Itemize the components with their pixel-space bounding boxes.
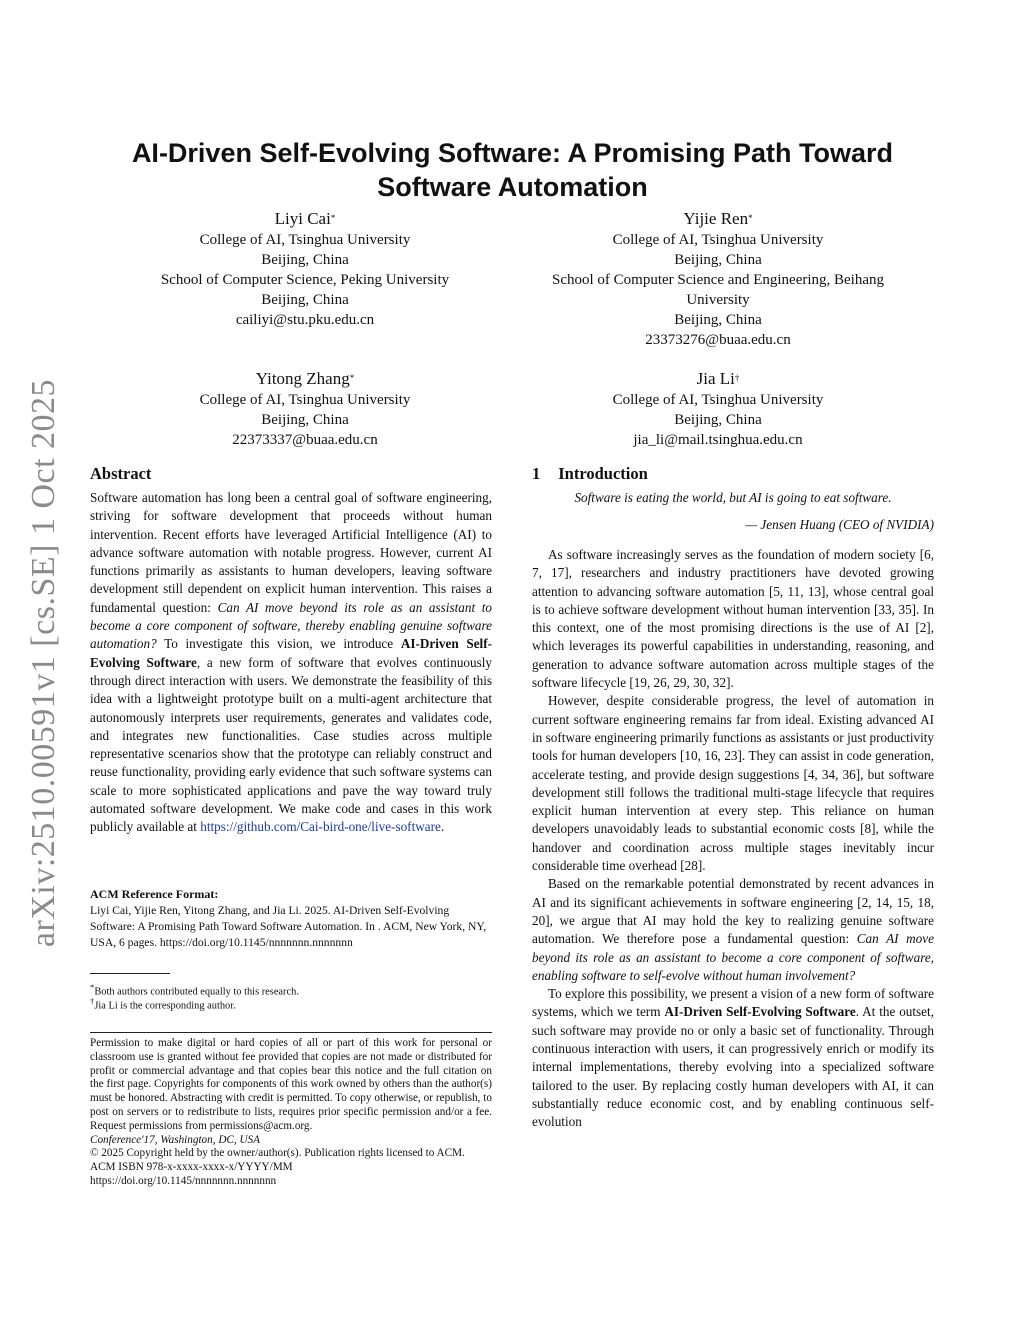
repository-link[interactable]: https://github.com/Cai-bird-one/live-software bbox=[200, 819, 441, 835]
author-name: Yitong Zhang bbox=[255, 369, 350, 388]
author-affiliation: School of Computer Science, Peking University bbox=[160, 272, 450, 288]
author-location: Beijing, China bbox=[261, 292, 349, 308]
permission-rule bbox=[90, 1032, 492, 1033]
epigraph-attribution: — Jensen Huang (CEO of NVIDIA) bbox=[745, 517, 934, 532]
permission-text: Permission to make digital or hard copies of all or part of this work for personal or classroom use is granted without fee provided that copies are not made or distributed for profit or commercial advantage and that copies bear this notice and the full citation on the first page. Copyrights for components of this work owned by others than the author(s) must be honored. Abstracting with credit is permitted. To copy otherwise, or republish, to post on servers or to redistribute to lists, requires prior specific permission and/or a fee. Request permissions from permissions@acm.org. bbox=[90, 1037, 492, 1132]
copyright-line: © 2025 Copyright held by the owner/author(s). Publication rights licensed to ACM. bbox=[90, 1147, 465, 1160]
author-email: 22373337@buaa.edu.cn bbox=[232, 432, 378, 448]
permission-notice bbox=[90, 1037, 492, 1189]
intro-paragraph-3: Based on the remarkable potential demonstrated by recent advances in AI and its significant achievements in software engineering [2, 14, 15, 18, 20], we argue that AI may hold the key to realizing genuine software automation. We therefore pose a fundamental question: Can AI move beyond its role as an assistant to become a core component of software, enabling software to self-evolve without human involvement? bbox=[532, 876, 934, 983]
footnote-rule bbox=[90, 973, 170, 974]
intro-paragraph-4: To explore this possibility, we present a vision of a new form of software systems, which we term AI-Driven Self-Evolving Software. At the outset, such software may provide no or only a basic set of functionality. Through continuous interaction with users, it can progressively enrich or modify its internal implementations, thereby evolving into a specialized software tailored to the user. By replacing costly human developers with AI, it can substantially reduce economic cost, and by enabling continuous self-evolution bbox=[532, 986, 934, 1130]
introduction-body bbox=[532, 546, 934, 1132]
author-block-1 bbox=[120, 208, 490, 330]
abstract-text: To investigate this vision, we introduce bbox=[156, 636, 401, 652]
author-affiliation: College of AI, Tsinghua University bbox=[612, 232, 824, 248]
abstract-body: Software automation has long been a central goal of software engineering, striving for software development that proceeds without human intervention. Recent efforts have leveraged Artificial Intelligence (AI) to advance software automation with notable progress. However, current AI functions primarily as assistants to human developers, leaving software development still dependent on explicit human intervention. This raises a fundamental question: Can AI move beyond its role as an assistant to become a core component of software, thereby enabling genuine software automation? To investigate this vision, we introduce AI-Driven Self-Evolving Software, a new form of software that evolves continuously through direct interaction with users. We demonstrate the feasibility of this idea with a lightweight prototype built on a multi-agent architecture that autonomously interprets user requirements, generates and validates code, and integrates new functionalities. Case studies across multiple representative scenarios show that the prototype can reliably construct and reuse functionality, providing early evidence that such software systems can scale to more sophisticated applications and pave the way toward truly automated software development. We make code and cases in this work publicly available at https://github.com/Cai-bird-one/live-software. bbox=[90, 490, 493, 835]
intro-question: Can AI move beyond its role as an assistant to become a core component of software, enabling software to self-evolve without human involvement? bbox=[532, 931, 934, 983]
author-affiliation: College of AI, Tsinghua University bbox=[199, 232, 411, 248]
conference-line: Conference'17, Washington, DC, USA bbox=[90, 1133, 260, 1146]
intro-paragraph-2: However, despite considerable progress, the level of automation in current software engineering remains far from ideal. Existing advanced AI in software engineering primarily functions as assistants or just productivity tools for human developers [10, 16, 23]. They can assist in code generation, accelerate testing, and provide design suggestions [4, 34, 36], but software development still follows the traditional multi-stage lifecycle that requires explicit human intervention at every step. This reliance on human developers unavoidably leads to substantial economic costs [8], while the handover and coordination across multiple stages inevitably incur considerable time overhead [28]. bbox=[532, 693, 934, 874]
acm-reference-text: Liyi Cai, Yijie Ren, Yitong Zhang, and Jia Li. 2025. AI-Driven Self-Evolving Software: A Promising Path Toward Software Automation. In . ACM, New York, NY, USA, 6 pages. https://doi.org/10.1145/nnnnnnn.nnnnnnn bbox=[90, 904, 487, 949]
abstract-text: , a new form of software that evolves continuously through direct interaction with users. We demonstrate the feasibility of this idea with a lightweight prototype built on a multi-agent architecture that autonomously interprets user requirements, generates and validates code, and integrates new functionalities. Case studies across multiple representative scenarios show that the prototype can reliably construct and reuse functionality, providing early evidence that such software systems can scale to more sophisticated applications and pave the way toward truly automated software development. We make code and cases in this work publicly available at bbox=[90, 654, 492, 835]
arxiv-sidebar-identifier: arXiv:2510.00591v1 [cs.SE] 1 Oct 2025 bbox=[25, 378, 62, 948]
epigraph-quote: Software is eating the world, but AI is going to eat software. bbox=[574, 490, 892, 505]
paper-title: AI-Driven Self-Evolving Software: A Promising Path Toward Software Automation bbox=[131, 138, 894, 202]
footnote-corresponding-author: †Jia Li is the corresponding author. bbox=[90, 996, 236, 1012]
introduction-heading bbox=[532, 464, 648, 484]
isbn-line: ACM ISBN 978-x-xxxx-xxxx-x/YYYY/MM bbox=[90, 1161, 293, 1174]
author-mark: * bbox=[330, 213, 336, 223]
author-location: Beijing, China bbox=[261, 412, 349, 428]
author-email: jia_li@mail.tsinghua.edu.cn bbox=[633, 432, 803, 448]
abstract-heading: Abstract bbox=[90, 464, 152, 483]
author-location: Beijing, China bbox=[261, 252, 349, 268]
footnote-equal-contribution: *Both authors contributed equally to this research. bbox=[90, 982, 299, 998]
author-mark: † bbox=[734, 373, 740, 383]
author-name: Yijie Ren bbox=[683, 209, 749, 228]
doi-line: https://doi.org/10.1145/nnnnnnn.nnnnnnn bbox=[90, 1174, 277, 1187]
author-affiliation-cont: University bbox=[686, 292, 750, 308]
author-name: Jia Li bbox=[696, 369, 735, 388]
author-affiliation: School of Computer Science and Engineering, Beihang bbox=[552, 272, 884, 288]
section-number: 1 bbox=[532, 464, 541, 483]
author-block-4 bbox=[523, 368, 913, 450]
author-block-2 bbox=[523, 208, 913, 350]
author-email: cailiyi@stu.pku.edu.cn bbox=[235, 312, 375, 328]
author-email: 23373276@buaa.edu.cn bbox=[645, 332, 791, 348]
abstract-question: Can AI move beyond its role as an assistant to become a core component of software, thereby enabling genuine software automation? bbox=[90, 599, 493, 652]
abstract-term: AI-Driven Self-Evolving Software bbox=[90, 636, 492, 670]
author-location: Beijing, China bbox=[674, 252, 762, 268]
author-location: Beijing, China bbox=[674, 312, 762, 328]
author-affiliation: College of AI, Tsinghua University bbox=[199, 392, 411, 408]
acm-reference-heading: ACM Reference Format: bbox=[90, 887, 219, 901]
author-name: Liyi Cai bbox=[274, 209, 331, 228]
section-title: Introduction bbox=[558, 464, 648, 483]
abstract-text: Software automation has long been a central goal of software engineering, striving for software development that proceeds without human intervention. Recent efforts have leveraged Artificial Intelligence (AI) to advance software automation with notable progress. However, current AI functions primarily as assistants to human developers, leaving software development still dependent on explicit human intervention. This raises a fundamental question: bbox=[90, 490, 492, 615]
author-mark: * bbox=[748, 213, 753, 223]
intro-term: AI-Driven Self-Evolving Software bbox=[664, 1004, 856, 1020]
author-mark: * bbox=[349, 373, 355, 383]
author-location: Beijing, China bbox=[674, 412, 762, 428]
author-block-3 bbox=[120, 368, 490, 450]
author-affiliation: College of AI, Tsinghua University bbox=[612, 392, 824, 408]
intro-paragraph-1: As software increasingly serves as the foundation of modern society [6, 7, 17], researchers and industry practitioners have devoted growing attention to advancing software automation [5, 11, 13], whose central goal is to achieve software development without human intervention [33, 35]. In this context, one of the most promising directions is the use of AI [2], which leverages its powerful capabilities in understanding, reasoning, and generation to advance software automation across multiple stages of the software lifecycle [19, 26, 29, 30, 32]. bbox=[532, 547, 934, 691]
